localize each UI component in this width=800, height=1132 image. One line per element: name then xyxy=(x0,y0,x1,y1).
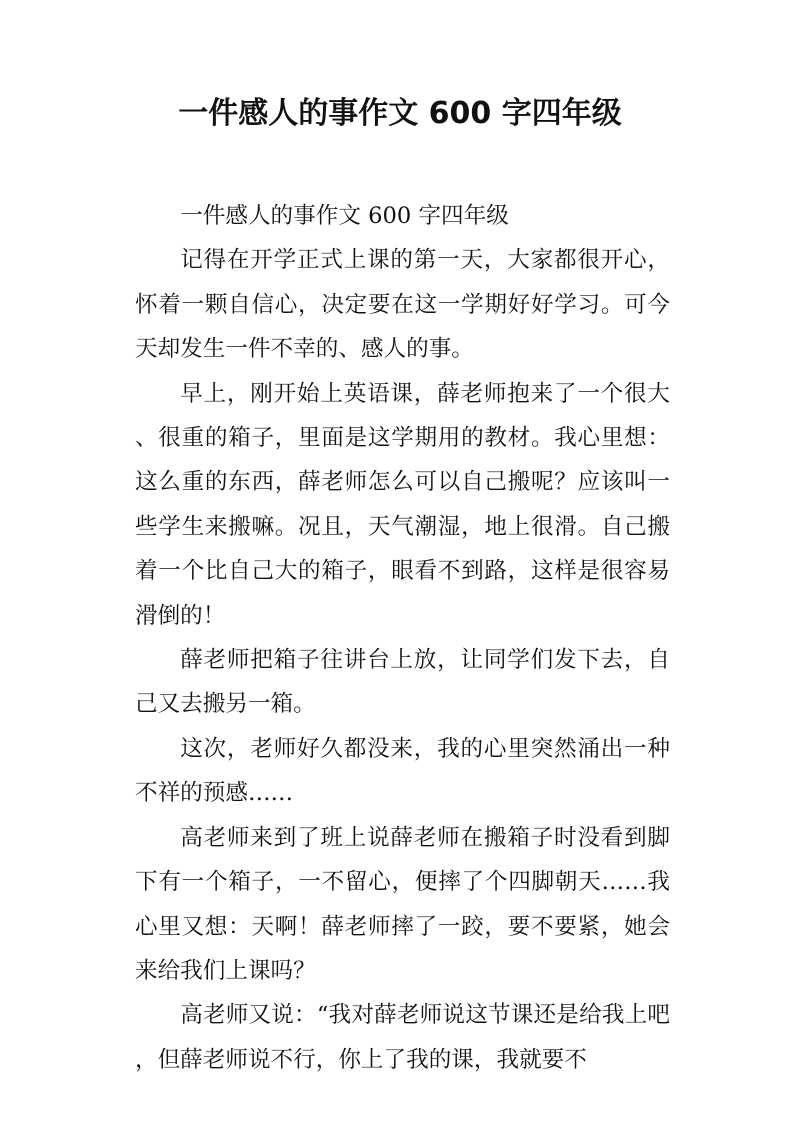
body-paragraph: 记得在开学正式上课的第一天，大家都很开心，怀着一颗自信心，决定要在这一学期好好学习。可今天却发生一件不幸的、感人的事。 xyxy=(135,247,670,363)
body-paragraph: 高老师来到了班上说薛老师在搬箱子时没看到脚下有一个箱子，一不留心，便摔了个四脚朝天……我心里又想：天啊！薛老师摔了一跤，要不要紧，她会来给我们上课吗？ xyxy=(135,824,670,984)
document-title: 一件感人的事作文 600 字四年级 xyxy=(178,96,622,131)
body-paragraph: 这次，老师好久都没来，我的心里突然涌出一种不祥的预感…… xyxy=(135,735,670,807)
body-paragraph: 薛老师把箱子往讲台上放，让同学们发下去，自己又去搬另一箱。 xyxy=(135,647,670,718)
document-body xyxy=(135,194,670,1082)
body-paragraph: 高老师又说：“我对薛老师说这节课还是给我上吧，但薛老师说不行，你上了我的课，我就要不 xyxy=(135,1002,670,1073)
body-paragraph: 早上，刚开始上英语课，薛老师抱来了一个很大、很重的箱子，里面是这学期用的教材。我心里想：这么重的东西，薛老师怎么可以自己搬呢？应该叫一些学生来搬嘛。况且，天气潮湿，地上很滑。自己搬着一个比自己大的箱子，眼看不到路，这样是很容易滑倒的！ xyxy=(135,380,670,629)
body-paragraph: 一件感人的事作文 600 字四年级 xyxy=(180,203,509,229)
